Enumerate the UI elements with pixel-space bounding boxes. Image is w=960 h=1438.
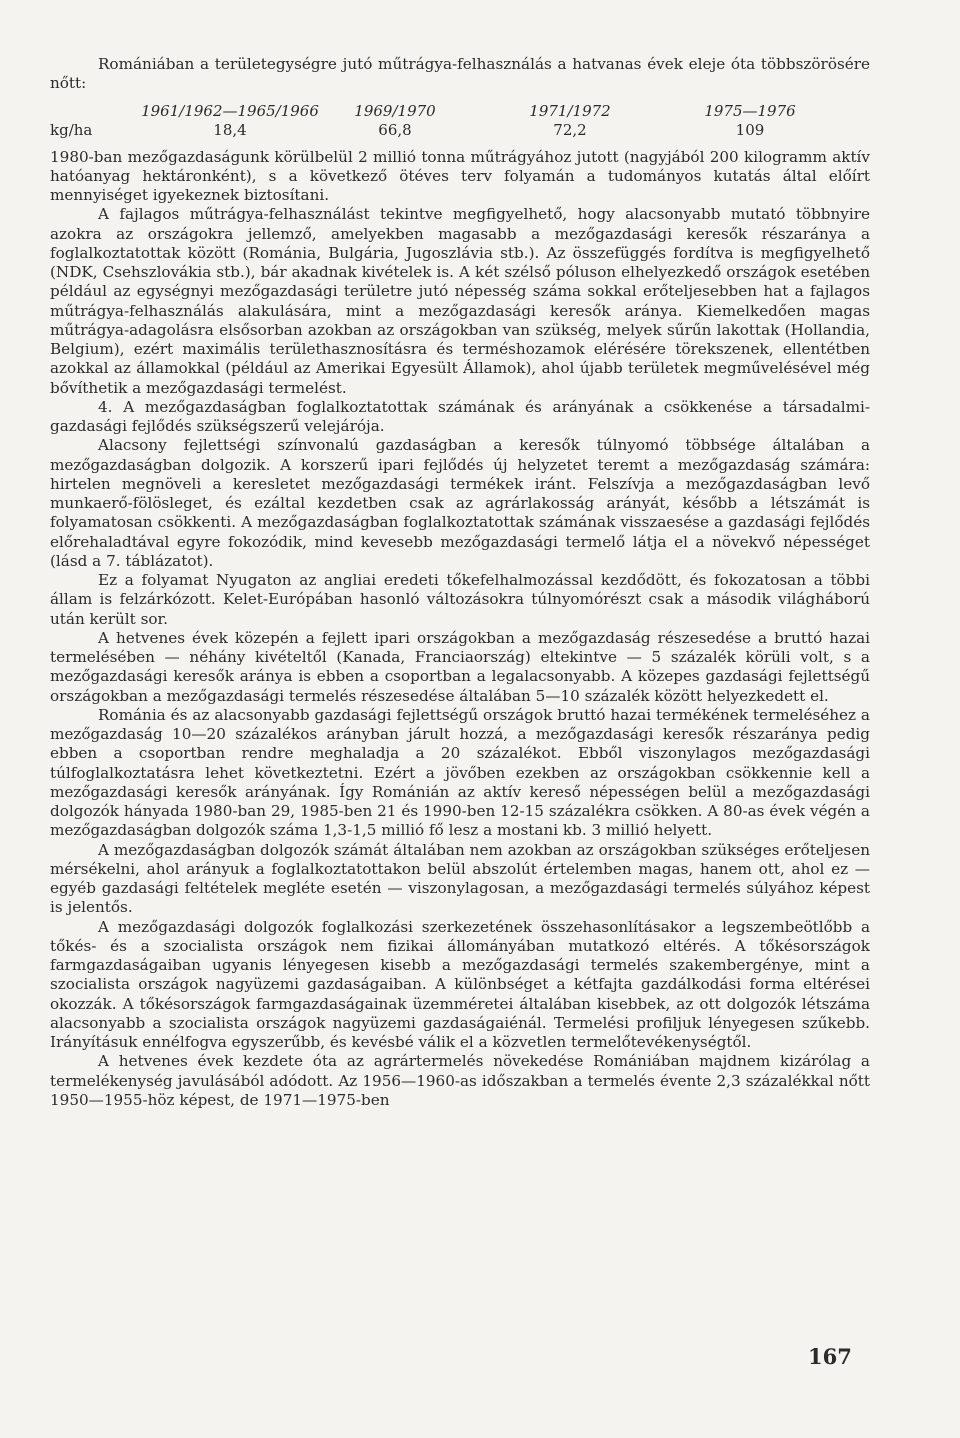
paragraph: 4. A mezőgazdaságban foglalkoztatottak számának és arányának a csökkenése a társadalmi-gazdasági fejlődés szükségszerű velejárója. bbox=[50, 397, 870, 435]
table-cell: 109 bbox=[735, 120, 765, 139]
paragraph: A hetvenes évek kezdete óta az agrártermelés növekedése Romániában majdnem kizárólag a termelékenység javulásából adódott. Az 1956—1960-as időszakban a termelés évente 2,3 százalékkal nőtt 1950—1955-höz képest, de 1971—1975-ben bbox=[50, 1052, 870, 1109]
table-header-row bbox=[50, 102, 830, 121]
fertilizer-table bbox=[50, 102, 870, 140]
paragraph: Románia és az alacsonyabb gazdasági fejlettségű országok bruttó hazai termékének termeléséhez a mezőgazdaság 10—20 százalékos arányban járult hozzá, a mezőgazdasági keresők részaránya pedig ebben a csoportban rendre meghaladja a 20 százalékot. Ebből viszonylagos mezőgazdasági túlfoglalkoztatásra lehet következtetni. Ezért a jövőben ezekben az országokban csökkennie kell a mezőgazdasági keresők arányának. Így Románián az aktív kereső népességen belül a mezőgazdasági dolgozók hányada 1980-ban 29, 1985-ben 21 és 1990-ben 12-15 százalékra csökken. A 80-as évek végén a mezőgazdaságban dolgozók száma 1,3-1,5 millió fő lesz a mostani kb. 3 millió helyett. bbox=[50, 705, 870, 840]
table-header-cell bbox=[50, 102, 140, 121]
paragraph: Ez a folyamat Nyugaton az angliai eredeti tőkefelhalmozással kezdődött, és fokozatosan a többi állam is felzárkózott. Kelet-Európában hasonló változásokra túlnyomórészt csak a második világháború után került sor. bbox=[50, 571, 870, 628]
table-cell: kg/ha bbox=[50, 120, 93, 139]
intro-paragraph: Romániában a területegységre jutó műtrágya-felhasználás a hatvanas évek eleje óta többszörösére nőtt: bbox=[50, 55, 870, 93]
paragraph: A mezőgazdaságban dolgozók számát általában nem azokban az országokban szükséges erőteljesen mérsékelni, ahol arányuk a foglalkoztatottakon belül abszolút értelemben magas, hanem ott, ahol ez — egyéb gazdasági feltételek megléte esetén — viszonylagosan, a mezőgazdasági termelés súlyához képest is jelentős. bbox=[50, 840, 870, 917]
page-number: 167 bbox=[808, 1344, 852, 1369]
page-body bbox=[50, 55, 870, 1110]
table-cell: 66,8 bbox=[378, 120, 412, 139]
body-text bbox=[50, 148, 870, 1111]
table-cell: 18,4 bbox=[213, 120, 247, 139]
table-header-cell: 1969/1970 bbox=[354, 101, 436, 120]
table-header-cell: 1975—1976 bbox=[704, 101, 796, 120]
paragraph: 1980-ban mezőgazdaságunk körülbelül 2 millió tonna műtrágyához jutott (nagyjából 200 kilogramm aktív hatóanyag hektáronként), s a következő ötéves terv folyamán a tudományos kutatás által előírt mennyiséget igyekeznek biztosítani. bbox=[50, 147, 870, 204]
paragraph: A fajlagos műtrágya-felhasználást tekintve megfigyelhető, hogy alacsonyabb mutató többnyire azokra az országokra jellemző, amelyekben magasabb a mezőgazdasági keresők részaránya a foglalkoztatottak között (Románia, Bulgária, Jugoszlávia stb.). Az összefüggés fordítva is megfigyelhető (NDK, Csehszlovákia stb.), bár akadnak kivételek is. A két szélső póluson elhelyezkedő országok esetében például az egységnyi mezőgazdasági területre jutó népesség száma sokkal erőteljesebben hat a fajlagos műtrágya-felhasználás alakulására, mint a mezőgazdasági keresők aránya. Kiemelkedően magas műtrágya-adagolásra elsősorban azokban az országokban van szükség, melyek sűrűn lakottak (Hollandia, Belgium), ezért maximális területhasznosításra és terméshozamok elérésére törekszenek, ellentétben azokkal az államokkal (például az Amerikai Egyesült Államok), ahol újabb területek megművelésével még bővíthetik a mezőgazdasági termelést. bbox=[50, 205, 870, 397]
table-row bbox=[50, 121, 830, 140]
paragraph: A hetvenes évek közepén a fejlett ipari országokban a mezőgazdaság részesedése a bruttó hazai termelésében — néhány kivételtől (Kanada, Franciaország) eltekintve — 5 százalék körüli volt, s a mezőgazdasági keresők aránya is ebben a csoportban a legalacsonyabb. A közepes gazdasági fejlettségű országokban a mezőgazdasági termelés részesedése általában 5—10 százalék között helyezkedett el. bbox=[50, 628, 870, 705]
table-cell: 72,2 bbox=[553, 120, 587, 139]
paragraph: A mezőgazdasági dolgozók foglalkozási szerkezetének összehasonlításakor a legszembeötlőbb a tőkés- és a szocialista országok nem fizikai állományában mutatkozó eltérés. A tőkésországok farmgazdaságaiban ugyanis lényegesen kisebb a mezőgazdasági termelés szakembergénye, mint a szocialista országok nagyüzemi gazdaságaiban. A különbséget a kétfajta gazdálkodási forma eltérései okozzák. A tőkésországok farmgazdaságainak üzemméretei általában kisebbek, az ott dolgozók létszáma alacsonyabb a szocialista országok nagyüzemi gazdaságaiénál. Termelési profiljuk lényegesen szűkebb. Irányításuk ennélfogva egyszerűbb, és kevésbé válik el a közvetlen termelőtevékenységtől. bbox=[50, 917, 870, 1051]
paragraph: Alacsony fejlettségi színvonalú gazdaságban a keresők túlnyomó többsége általában a mezőgazdaságban dolgozik. A korszerű ipari fejlődés új helyzetet teremt a mezőgazdaság számára: hirtelen megnöveli a keresletet mezőgazdasági termékek iránt. Felszívja a mezőgazdaságban levő munkaerő-fölösleget, és ezáltal kezdetben csak az agrárlakosság arányát, később a létszámát is folyamatosan csökkenti. A mezőgazdaságban foglalkoztatottak számának visszaesése a gazdasági fejlődés előrehaladtával egyre fokozódik, mind kevesebb mezőgazdasági termelő látja el a növekvő népességet (lásd a 7. táblázatot). bbox=[50, 436, 870, 570]
table-header-cell: 1961/1962—1965/1966 bbox=[141, 101, 319, 120]
table-header-cell: 1971/1972 bbox=[529, 101, 611, 120]
